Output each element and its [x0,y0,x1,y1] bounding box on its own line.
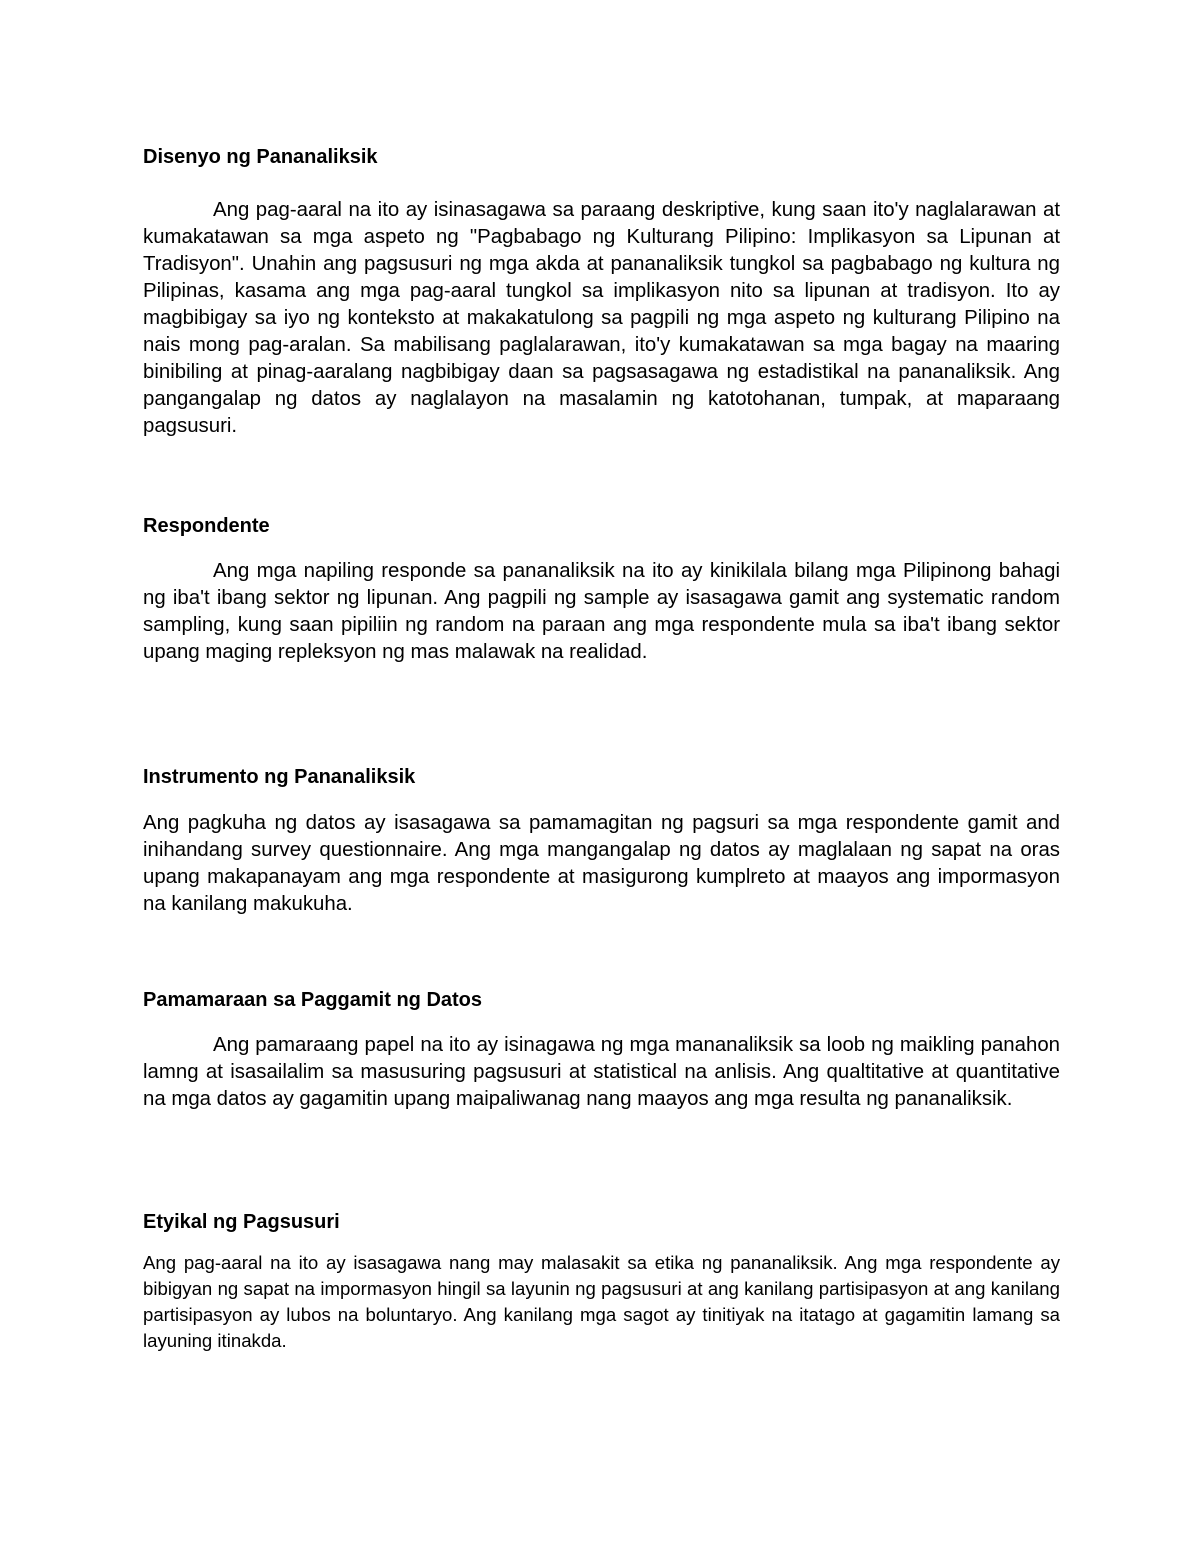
section-heading-pamamaraan: Pamamaraan sa Paggamit ng Datos [143,989,483,1011]
section-body-disenyo: Ang pag-aaral na ito ay isinasagawa sa paraang deskriptive, kung saan ito'y naglalarawan at kumakatawan sa mga aspeto ng "Pagbabago ng Kulturang Pilipino: Implikasyon sa Lipunan at Tradisyon". Unahin ang pagsusuri ng mga akda at pananaliksik tungkol sa pagbabago ng kultura ng Pilipinas, kasama ang mga pag-aaral tungkol sa implikasyon nito sa lipunan at tradisyon. Ito ay magbibigay sa iyo ng konteksto at makakatulong sa pagpili ng mga aspeto ng kulturang Pilipino na nais mong pag-aralan. Sa mabilisang paglalarawan, ito'y kumakatawan sa mga bagay na maaring binibiling at pinag-aaralang nagbibigay daan sa pagsasagawa ng estadistikal na pananaliksik. Ang pangangalap ng datos ay naglalayon na masalamin ng katotohanan, tumpak, at maparaang pagsusuri. [143,199,1060,437]
section-body-pamamaraan: Ang pamaraang papel na ito ay isinagawa ng mga mananaliksik sa loob ng maikling panahon lamng at isasailalim sa masusuring pagsusuri at statistical na anlisis. Ang qualtitative at quantitative na mga datos ay gagamitin upang maipaliwanag nang maayos ang mga resulta ng pananaliksik. [143,1034,1060,1110]
section-heading-respondente: Respondente [143,515,270,537]
section-body-etyikal: Ang pag-aaral na ito ay isasagawa nang may malasakit sa etika ng pananaliksik. Ang mga respondente ay bibigyan ng sapat na impormasyon hingil sa layunin ng pagsusuri at ang kanilang partisipasyon at ang kanilang partisipasyon ay lubos na boluntaryo. Ang kanilang mga sagot ay tinitiyak na itatago at gagamitin lamang sa layuning itinakda. [143,1252,1060,1351]
section-heading-instrumento: Instrumento ng Pananaliksik [143,766,416,788]
section-heading-etyikal: Etyikal ng Pagsusuri [143,1211,340,1233]
section-body-respondente: Ang mga napiling responde sa pananaliksik na ito ay kinikilala bilang mga Pilipinong bahagi ng iba't ibang sektor ng lipunan. Ang pagpili ng sample ay isasagawa gamit ang systematic random sampling, kung saan pipiliin ng random na paraan ang mga respondente mula sa iba't ibang sektor upang maging repleksyon ng mas malawak na realidad. [143,560,1060,663]
section-body-instrumento: Ang pagkuha ng datos ay isasagawa sa pamamagitan ng pagsuri sa mga respondente gamit and inihandang survey questionnaire. Ang mga mangangalap ng datos ay maglalaan ng sapat na oras upang makapanayam ang mga respondente at masigurong kumplreto at maayos ang impormasyon na kanilang makukuha. [143,812,1060,915]
section-heading-disenyo: Disenyo ng Pananaliksik [143,146,378,168]
